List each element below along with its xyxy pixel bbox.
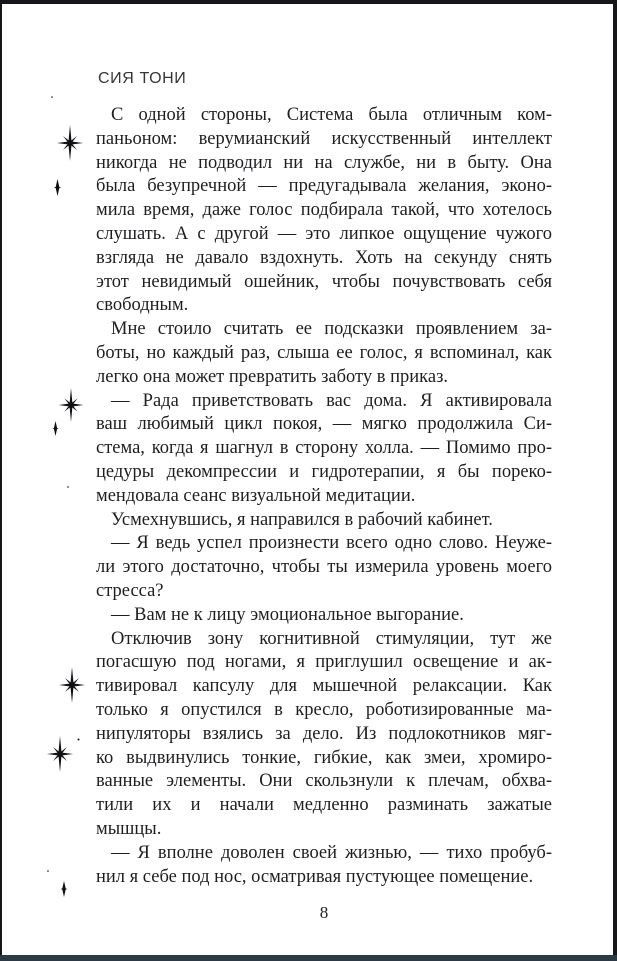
text-line: боты, но каждый раз, слыша ее голос, я вспоминал, как [96,342,552,363]
text-line: тили их и начали медленно разминать зажатые [96,795,552,816]
sparkle-8point-icon [54,667,90,703]
text-line: свободным. [96,295,189,316]
ink-dot-icon [50,86,54,90]
sparkle-4point-icon [48,421,63,436]
text-line: С одной стороны, Система была отличным ком- [111,105,552,125]
text-line: погасшую под ногами, я приглушил освещение и ак- [96,652,552,673]
text-line: — Я вполне доволен своей жизнью, — тихо пробуб- [111,842,552,863]
sparkle-4point-icon [49,179,66,196]
text-line: паньоном: верумианский искусственный интеллект [96,128,552,149]
text-line: была безупречной — предугадывала желания, эконо- [96,176,552,197]
sparkle-8point-icon [42,736,78,772]
text-line: взгляда не давало вздохнуть. Хоть на секунду снять [96,247,552,268]
text-line: легко она может превратить заботу в приказ. [96,366,449,387]
text-line: стресса? [96,580,164,601]
text-line: нипуляторы взялись за дело. Из подлокотников мяг- [96,723,552,744]
text-line: — Вам не к лицу эмоциональное выгорание. [111,604,464,625]
text-line: Усмехнувшись, я направился в рабочий кабинет. [111,509,493,530]
text-block [96,104,552,889]
text-line: мила время, даже голос подбирала такой, что хотелось [96,200,552,221]
text-line: мендовала сеанс визуальной медитации. [96,485,416,506]
sparkle-8point-icon [54,388,88,422]
page-number: 8 [319,903,329,922]
text-line: этот невидимый ошейник, чтобы почувствовать себя [96,271,552,292]
text-line: ко выдвинулись тонкие, гибкие, как змеи, хромиро- [96,747,552,768]
ink-dot-icon [76,729,81,734]
frame-edge-top [0,0,617,4]
text-line: тивировал капсулу для мышечной релаксации. Как [96,676,552,697]
text-line: Мне стоило считать ее подсказки проявлением за- [111,319,552,340]
frame-edge-left [0,0,2,961]
running-header-author: СИЯ ТОНИ [98,70,187,87]
text-line: Отключив зону когнитивной стимуляции, тут же [111,628,552,649]
text-line: ваш любимый цикл покоя, — мягко продолжила Си- [96,414,552,435]
ink-dot-icon [46,860,50,864]
text-line: только я опустился в кресло, роботизированные ма- [96,699,552,720]
text-line: ли этого достаточно, чтобы ты измерила уровень моего [96,557,552,578]
sparkle-8point-icon [52,125,88,161]
text-line: цедуры декомпрессии и гидротерапии, я бы пореко- [96,461,552,482]
frame-edge-right [613,0,617,961]
text-line: — Рада приветствовать вас дома. Я активировала [111,390,552,411]
sparkle-4point-icon [56,881,72,897]
text-line: стема, когда я шагнул в сторону холла. — Помимо про- [96,438,552,459]
text-line: слушать. А с другой — это липкое ощущение чужого [96,223,552,244]
text-line: ванные элементы. Они скользнули к плечам, обхва- [96,771,552,792]
text-line: никогда не подводил ни на службе, ни в быту. Она [96,152,552,173]
text-line: мышцы. [96,818,162,839]
text-line: — Я ведь успел произнести всего одно слово. Неуже- [111,533,552,554]
ink-dot-icon [66,476,70,480]
text-line: нил я себе под нос, осматривая пустующее помещение. [96,866,534,887]
frame-edge-bottom [0,955,617,961]
